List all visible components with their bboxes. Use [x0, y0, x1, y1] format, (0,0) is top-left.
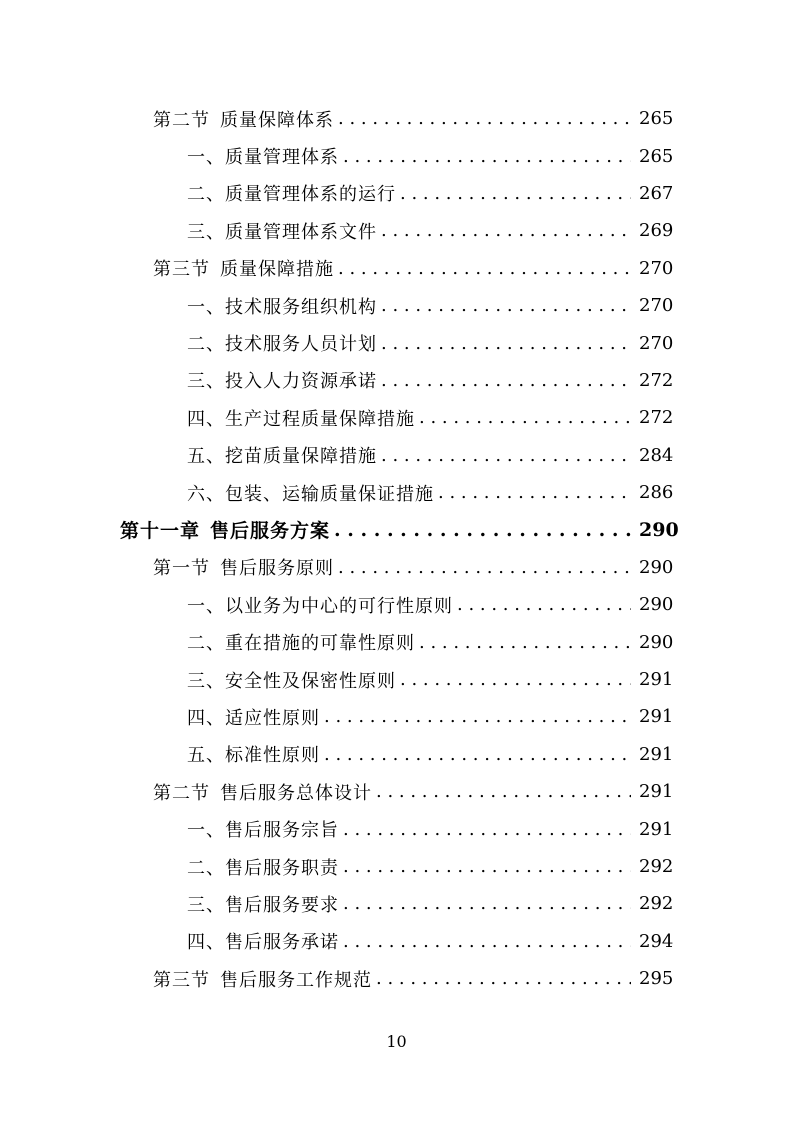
toc-entry-text: 投入人力资源承诺	[225, 371, 377, 393]
toc-entry-text: 质量保障措施	[220, 259, 334, 281]
toc-entry-text: 包装、运输质量保证措施	[225, 483, 434, 505]
toc-entry-title	[187, 180, 396, 206]
toc-dot-leader	[400, 183, 631, 204]
toc-entry-page: 265	[639, 145, 674, 167]
toc-entry-text: 售后服务要求	[225, 894, 339, 916]
toc-subsection-entry[interactable]	[0, 885, 793, 922]
toc-entry-prefix: 一、	[187, 296, 225, 318]
toc-subsection-entry[interactable]	[0, 736, 793, 773]
toc-dot-leader	[381, 295, 631, 316]
toc-entry-page: 291	[639, 818, 674, 840]
toc-dot-leader	[381, 445, 631, 466]
toc-dot-leader	[343, 819, 631, 840]
toc-entry-page: 292	[639, 893, 674, 915]
toc-entry-page: 272	[639, 407, 674, 429]
toc-dot-leader	[343, 931, 631, 952]
toc-entry-text: 质量保障体系	[220, 109, 334, 131]
toc-section-entry[interactable]	[0, 773, 793, 810]
toc-entry-text: 售后服务宗旨	[225, 820, 339, 842]
toc-entry-prefix: 三、	[187, 670, 225, 692]
toc-subsection-entry[interactable]	[0, 623, 793, 660]
toc-entry-title	[187, 629, 415, 655]
toc-dot-leader	[419, 632, 631, 653]
toc-entry-page: 291	[639, 706, 674, 728]
toc-entry-title	[153, 779, 372, 805]
toc-entry-prefix: 第二节	[153, 782, 210, 804]
toc-entry-text: 标准性原则	[225, 745, 320, 767]
toc-entry-text: 质量管理体系文件	[225, 221, 377, 243]
toc-entry-prefix: 二、	[187, 857, 225, 879]
page-number: 10	[386, 1032, 407, 1051]
toc-subsection-entry[interactable]	[0, 287, 793, 324]
toc-entry-title	[187, 928, 339, 954]
toc-entry-page: 269	[639, 220, 674, 242]
toc-entry-prefix: 二、	[187, 184, 225, 206]
toc-entry-title	[187, 891, 339, 917]
toc-entry-text: 重在措施的可靠性原则	[225, 633, 415, 655]
toc-entry-text: 售后服务总体设计	[220, 782, 372, 804]
toc-dot-leader	[338, 108, 631, 129]
toc-subsection-entry[interactable]	[0, 362, 793, 399]
toc-subsection-entry[interactable]	[0, 399, 793, 436]
toc-entry-text: 生产过程质量保障措施	[225, 408, 415, 430]
toc-entry-title	[153, 106, 334, 132]
toc-subsection-entry[interactable]	[0, 586, 793, 623]
toc-entry-title	[187, 816, 339, 842]
toc-dot-leader	[381, 220, 631, 241]
toc-dot-leader	[343, 893, 631, 914]
toc-entry-title	[187, 667, 396, 693]
toc-dot-leader	[376, 781, 631, 802]
toc-entry-page: 290	[639, 594, 674, 616]
toc-entry-page: 290	[639, 518, 679, 541]
toc-entry-prefix: 一、	[187, 147, 225, 169]
toc-entry-title	[187, 480, 434, 506]
toc-entry-text: 以业务为中心的可行性原则	[225, 595, 453, 617]
toc-subsection-entry[interactable]	[0, 175, 793, 212]
toc-chapter-entry[interactable]	[0, 511, 793, 548]
toc-entry-title	[187, 293, 377, 319]
toc-entry-prefix: 第十一章	[120, 520, 201, 543]
toc-dot-leader	[343, 146, 631, 167]
toc-dot-leader	[343, 856, 631, 877]
toc-entry-page: 286	[639, 482, 674, 504]
toc-entry-page: 292	[639, 856, 674, 877]
toc-entry-prefix: 五、	[187, 446, 225, 468]
toc-dot-leader	[438, 482, 631, 503]
toc-entry-page: 270	[639, 295, 674, 317]
toc-entry-text: 售后服务职责	[225, 857, 339, 879]
toc-entry-title	[187, 854, 339, 880]
toc-entry-prefix: 四、	[187, 408, 225, 430]
toc-dot-leader	[338, 557, 631, 578]
toc-subsection-entry[interactable]	[0, 698, 793, 735]
table-of-contents	[0, 100, 793, 997]
toc-entry-prefix: 第一节	[153, 558, 210, 580]
toc-entry-page: 272	[639, 369, 674, 391]
toc-subsection-entry[interactable]	[0, 810, 793, 847]
toc-subsection-entry[interactable]	[0, 212, 793, 249]
toc-entry-text: 挖苗质量保障措施	[225, 446, 377, 468]
toc-subsection-entry[interactable]	[0, 848, 793, 885]
toc-entry-text: 适应性原则	[225, 707, 320, 729]
toc-entry-page: 270	[639, 332, 674, 354]
toc-entry-text: 质量管理体系的运行	[225, 184, 396, 206]
toc-entry-text: 售后服务方案	[210, 520, 331, 543]
toc-entry-page: 284	[639, 444, 674, 466]
toc-entry-text: 安全性及保密性原则	[225, 670, 396, 692]
toc-entry-title	[187, 367, 377, 393]
toc-dot-leader	[334, 519, 631, 541]
toc-entry-title	[187, 592, 453, 618]
toc-subsection-entry[interactable]	[0, 661, 793, 698]
toc-entry-page: 291	[639, 781, 674, 803]
toc-entry-page: 291	[639, 669, 674, 691]
toc-entry-prefix: 第三节	[153, 969, 210, 991]
toc-entry-prefix: 五、	[187, 745, 225, 767]
toc-entry-prefix: 三、	[187, 894, 225, 916]
toc-subsection-entry[interactable]	[0, 437, 793, 474]
toc-dot-leader	[419, 407, 631, 428]
toc-subsection-entry[interactable]	[0, 923, 793, 960]
toc-entry-text: 技术服务组织机构	[225, 296, 377, 318]
toc-entry-page: 267	[639, 182, 674, 204]
toc-subsection-entry[interactable]	[0, 324, 793, 361]
toc-subsection-entry[interactable]	[0, 474, 793, 511]
toc-entry-title	[153, 966, 372, 992]
toc-entry-prefix: 一、	[187, 595, 225, 617]
toc-entry-page: 270	[639, 257, 674, 279]
toc-dot-leader	[381, 370, 631, 391]
toc-section-entry[interactable]	[0, 250, 793, 287]
toc-entry-prefix: 二、	[187, 633, 225, 655]
toc-entry-title	[187, 405, 415, 431]
toc-entry-page: 290	[639, 556, 674, 578]
toc-entry-text: 售后服务原则	[220, 558, 334, 580]
toc-entry-prefix: 第二节	[153, 109, 210, 131]
toc-entry-page: 295	[639, 968, 674, 990]
toc-entry-page: 294	[639, 930, 674, 952]
toc-dot-leader	[400, 669, 631, 690]
toc-dot-leader	[324, 706, 631, 727]
toc-entry-title	[120, 516, 330, 543]
toc-dot-leader	[338, 258, 631, 279]
toc-entry-text: 质量管理体系	[225, 147, 339, 169]
toc-entry-prefix: 第三节	[153, 259, 210, 281]
toc-entry-text: 售后服务工作规范	[220, 969, 372, 991]
toc-entry-title	[187, 741, 320, 767]
toc-entry-prefix: 一、	[187, 820, 225, 842]
toc-entry-prefix: 三、	[187, 371, 225, 393]
toc-dot-leader	[324, 744, 631, 765]
toc-subsection-entry[interactable]	[0, 137, 793, 174]
toc-entry-prefix: 三、	[187, 221, 225, 243]
toc-entry-title	[187, 143, 339, 169]
toc-entry-prefix: 二、	[187, 334, 225, 356]
toc-entry-title	[153, 554, 334, 580]
toc-entry-title	[187, 442, 377, 468]
toc-entry-title	[187, 330, 377, 356]
toc-section-entry[interactable]	[0, 549, 793, 586]
toc-entry-page: 290	[639, 631, 674, 653]
toc-section-entry[interactable]	[0, 100, 793, 137]
toc-entry-page: 291	[639, 743, 674, 765]
toc-dot-leader	[457, 594, 631, 615]
toc-entry-prefix: 四、	[187, 932, 225, 954]
toc-dot-leader	[376, 968, 631, 989]
toc-entry-title	[187, 704, 320, 730]
toc-dot-leader	[381, 333, 631, 354]
toc-section-entry[interactable]	[0, 960, 793, 997]
toc-entry-prefix: 六、	[187, 483, 225, 505]
toc-entry-title	[187, 218, 377, 244]
toc-entry-text: 售后服务承诺	[225, 932, 339, 954]
toc-entry-prefix: 四、	[187, 707, 225, 729]
toc-entry-title	[153, 255, 334, 281]
toc-entry-page: 265	[639, 108, 674, 130]
toc-entry-text: 技术服务人员计划	[225, 334, 377, 356]
